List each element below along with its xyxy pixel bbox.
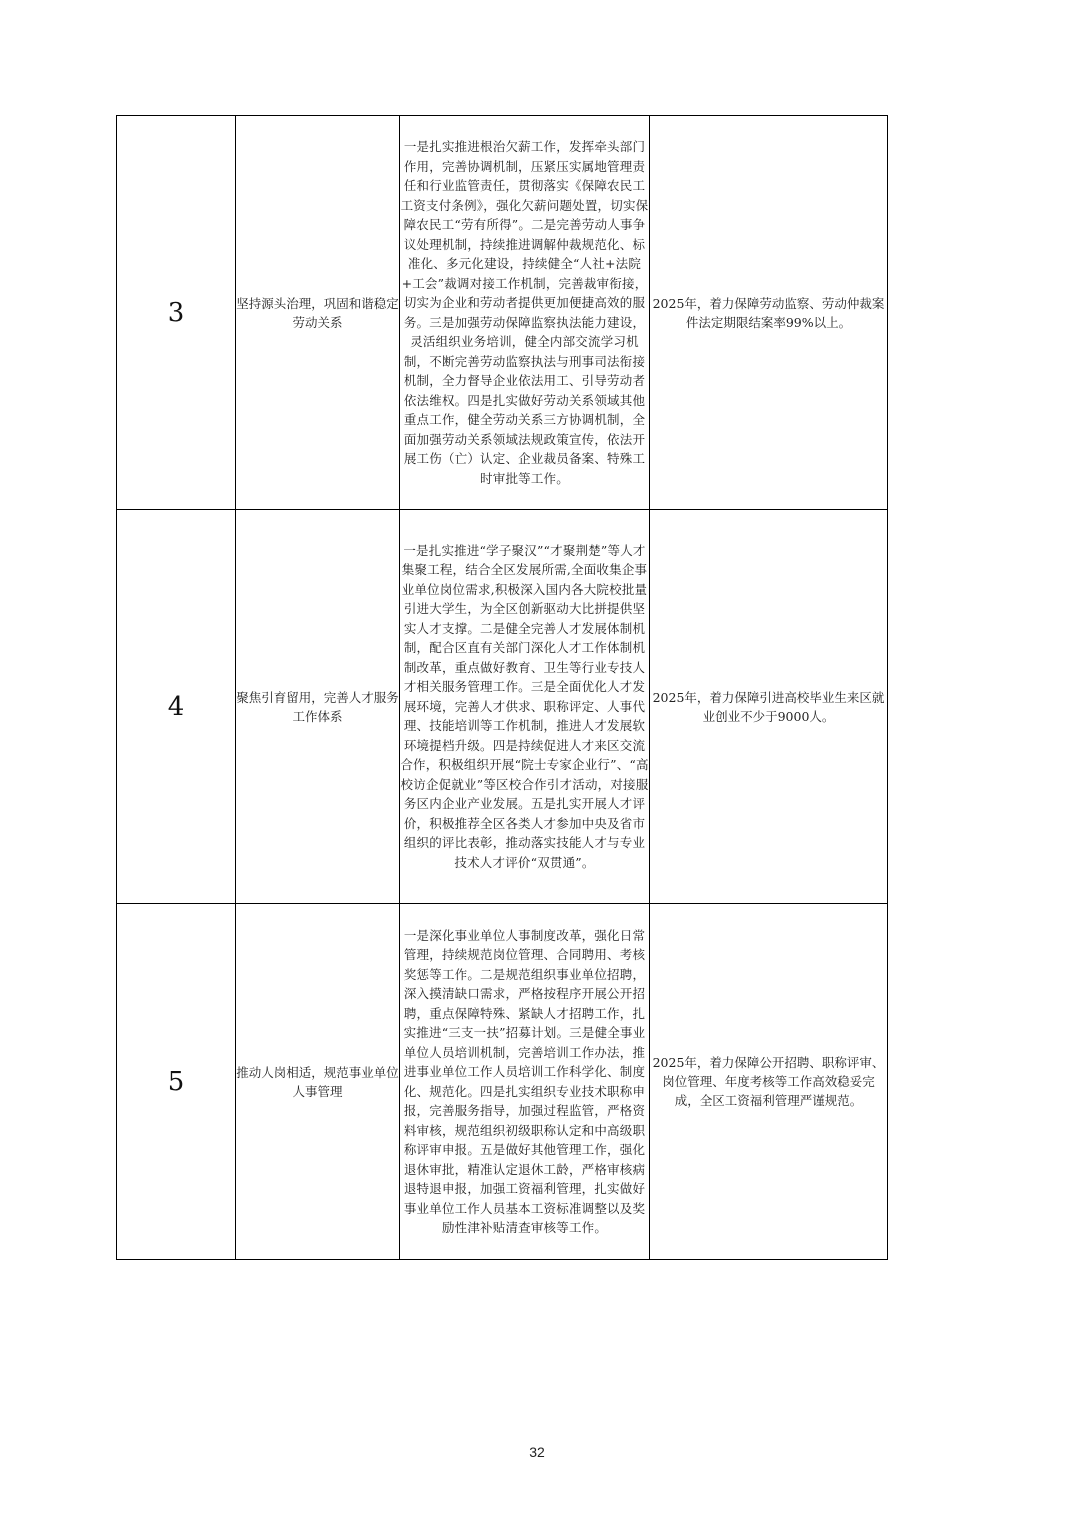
row-number: 4 [117, 510, 236, 904]
task-cell: 聚焦引育留用，完善人才服务工作体系 [236, 510, 400, 904]
target-cell: 2025年，着力保障劳动监察、劳动仲裁案件法定期限结案率99%以上。 [650, 116, 888, 510]
work-plan-table [116, 115, 888, 1260]
measures-cell: 一是深化事业单位人事制度改革，强化日常管理，持续规范岗位管理、合同聘用、考核奖惩等工作。二是规范组织事业单位招聘，深入摸清缺口需求，严格按程序开展公开招聘，重点保障特殊、紧缺人才招聘工作，扎实推进“三支一扶”招募计划。三是健全事业单位人员培训机制，完善培训工作办法，推进事业单位工作人员培训工作科学化、制度化、规范化。四是扎实组织专业技术职称申报，完善服务指导，加强过程监管，严格资料审核，规范组织初级职称认定和中高级职称评审申报。五是做好其他管理工作，强化退休审批，精准认定退休工龄，严格审核病退特退申报，加强工资福利管理，扎实做好事业单位工作人员基本工资标准调整以及奖励性津补贴清查审核等工作。 [400, 904, 650, 1260]
task-cell: 推动人岗相适，规范事业单位人事管理 [236, 904, 400, 1260]
table-row [117, 116, 888, 510]
table-row [117, 904, 888, 1260]
table-row [117, 510, 888, 904]
row-number: 3 [117, 116, 236, 510]
row-number: 5 [117, 904, 236, 1260]
task-cell: 坚持源头治理，巩固和谐稳定劳动关系 [236, 116, 400, 510]
target-cell: 2025年，着力保障引进高校毕业生来区就业创业不少于9000人。 [650, 510, 888, 904]
measures-cell: 一是扎实推进根治欠薪工作，发挥牵头部门作用，完善协调机制，压紧压实属地管理责任和行业监管责任，贯彻落实《保障农民工工资支付条例》，强化欠薪问题处置，切实保障农民工“劳有所得”。二是完善劳动人事争议处理机制，持续推进调解仲裁规范化、标准化、多元化建设，持续健全“人社+法院+工会”裁调对接工作机制，完善裁审衔接，切实为企业和劳动者提供更加便捷高效的服务。三是加强劳动保障监察执法能力建设，灵活组织业务培训，健全内部交流学习机制，不断完善劳动监察执法与刑事司法衔接机制，全力督导企业依法用工、引导劳动者依法维权。四是扎实做好劳动关系领域其他重点工作，健全劳动关系三方协调机制，全面加强劳动关系领域法规政策宣传，依法开展工伤（亡）认定、企业裁员备案、特殊工时审批等工作。 [400, 116, 650, 510]
measures-cell: 一是扎实推进“学子聚汉”“才聚荆楚”等人才集聚工程，结合全区发展所需,全面收集企事业单位岗位需求,积极深入国内各大院校批量引进大学生，为全区创新驱动大比拼提供坚实人才支撑。二是健全完善人才发展体制机制，配合区直有关部门深化人才工作体制机制改革，重点做好教育、卫生等行业专技人才相关服务管理工作。三是全面优化人才发展环境，完善人才供求、职称评定、人事代理、技能培训等工作机制，推进人才发展软环境提档升级。四是持续促进人才来区交流合作，积极组织开展“院士专家企业行”、“高校访企促就业”等区校合作引才活动，对接服务区内企业产业发展。五是扎实开展人才评价，积极推荐全区各类人才参加中央及省市组织的评比表彰，推动落实技能人才与专业技术人才评价“双贯通”。 [400, 510, 650, 904]
target-cell: 2025年，着力保障公开招聘、职称评审、岗位管理、年度考核等工作高效稳妥完成，全区工资福利管理严谨规范。 [650, 904, 888, 1260]
page-number: 32 [529, 1444, 545, 1460]
